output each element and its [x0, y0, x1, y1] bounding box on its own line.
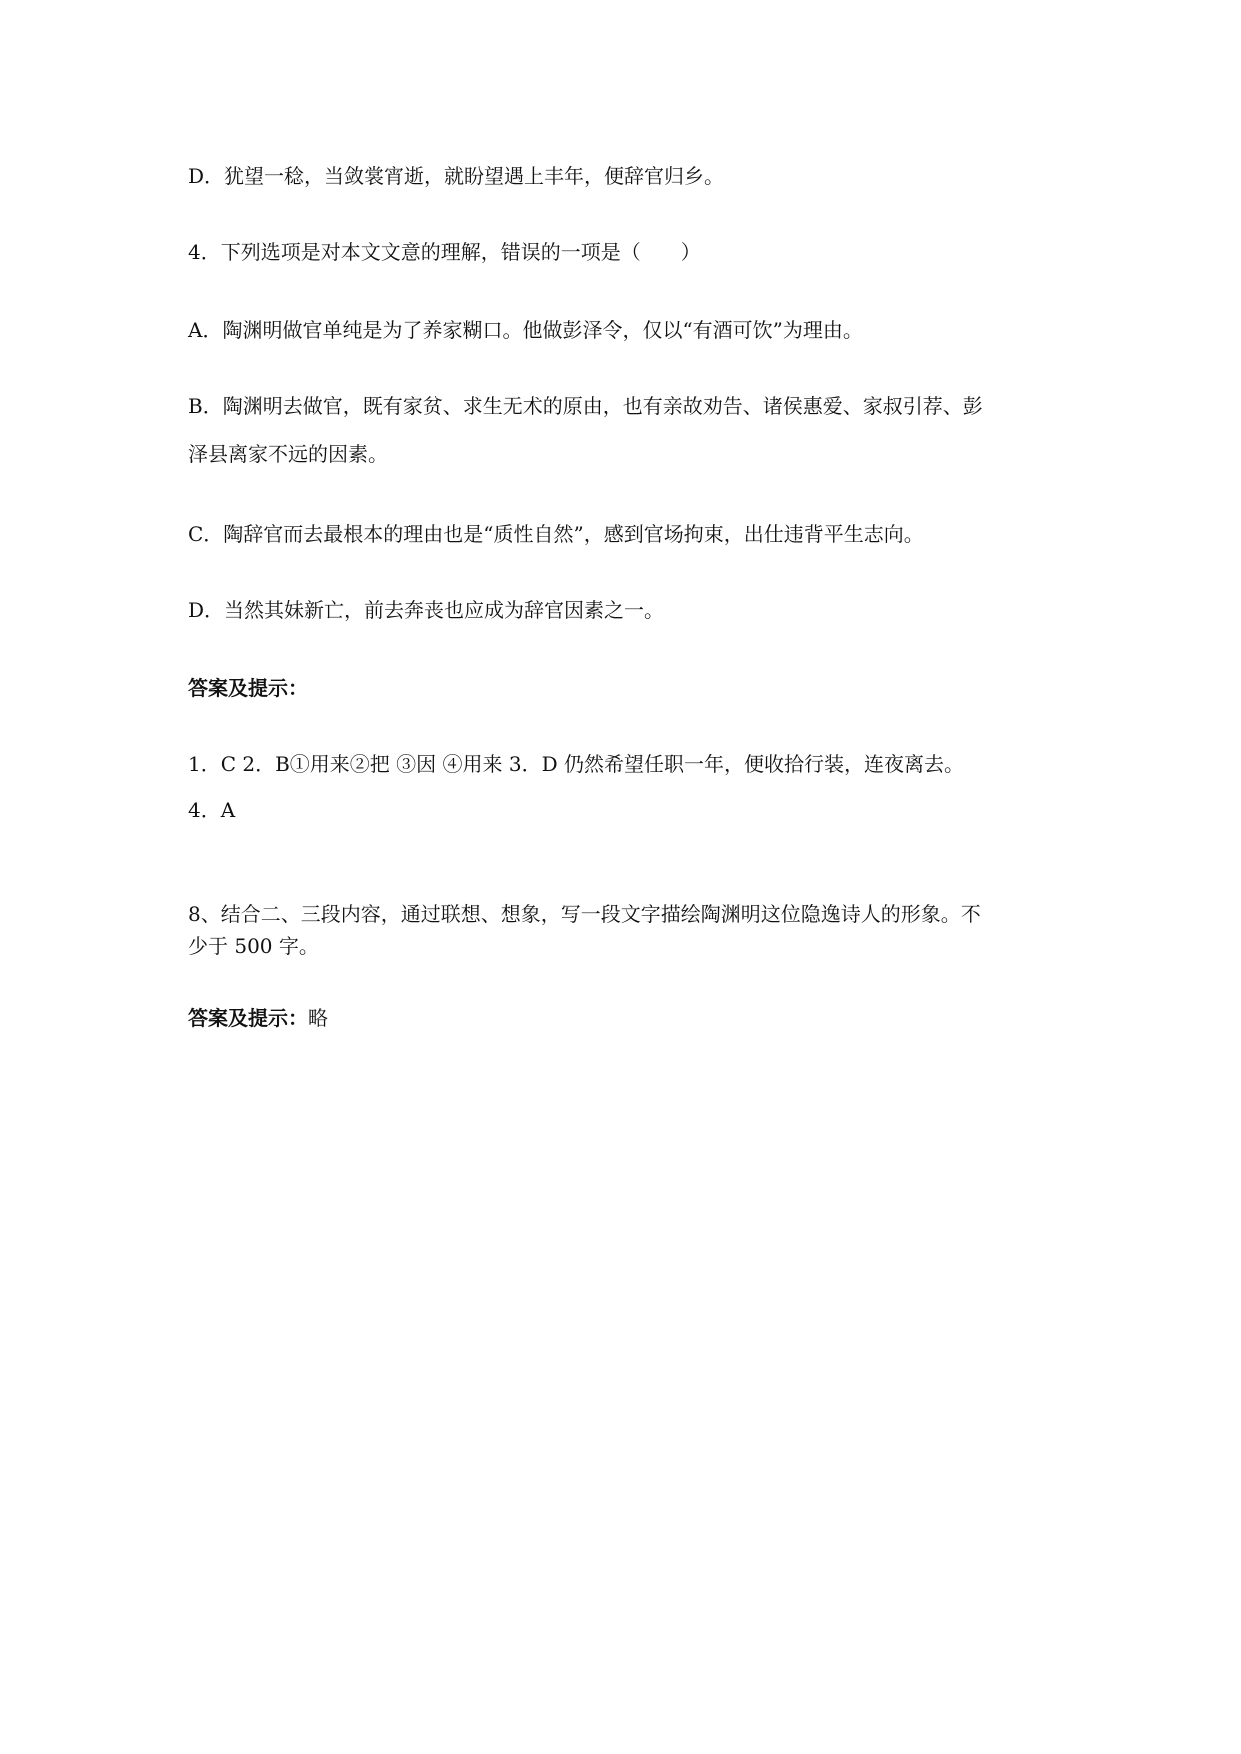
answers-line-1: 1．C 2．B①用来②把 ③因 ④用来 3．D 仍然希望任职一年，便收拾行装，连夜离去。 [188, 752, 964, 776]
answer-heading-2: 答案及提示： [188, 1006, 308, 1030]
answer-heading: 答案及提示： [188, 676, 308, 700]
q4-option-a: A．陶渊明做官单纯是为了养家糊口。他做彭泽令，仅以“有酒可饮”为理由。 [188, 318, 863, 342]
q4-stem: 4．下列选项是对本文文意的理解，错误的一项是（ ） [188, 240, 701, 264]
q4-option-b-line-1: B．陶渊明去做官，既有家贫、求生无术的原由，也有亲故劝告、诸侯惠爱、家叔引荐、彭 [188, 394, 983, 418]
q4-option-d: D．当然其妹新亡，前去奔丧也应成为辞官因素之一。 [188, 598, 665, 622]
answers-line-2: 4．A [188, 798, 236, 822]
q3-option-d: D．犹望一稔，当敛裳宵逝，就盼望遇上丰年，便辞官归乡。 [188, 164, 725, 188]
answer-2-row [188, 1004, 1068, 1032]
q8-line-1: 8、结合二、三段内容，通过联想、想象，写一段文字描绘陶渊明这位隐逸诗人的形象。不 [188, 902, 981, 926]
answer-2-text: 略 [308, 1006, 328, 1030]
q8-line-2: 少于 500 字。 [188, 934, 319, 958]
q4-option-b-line-2: 泽县离家不远的因素。 [188, 442, 388, 466]
q4-option-c: C．陶辞官而去最根本的理由也是“质性自然”，感到官场拘束，出仕违背平生志向。 [188, 522, 924, 546]
